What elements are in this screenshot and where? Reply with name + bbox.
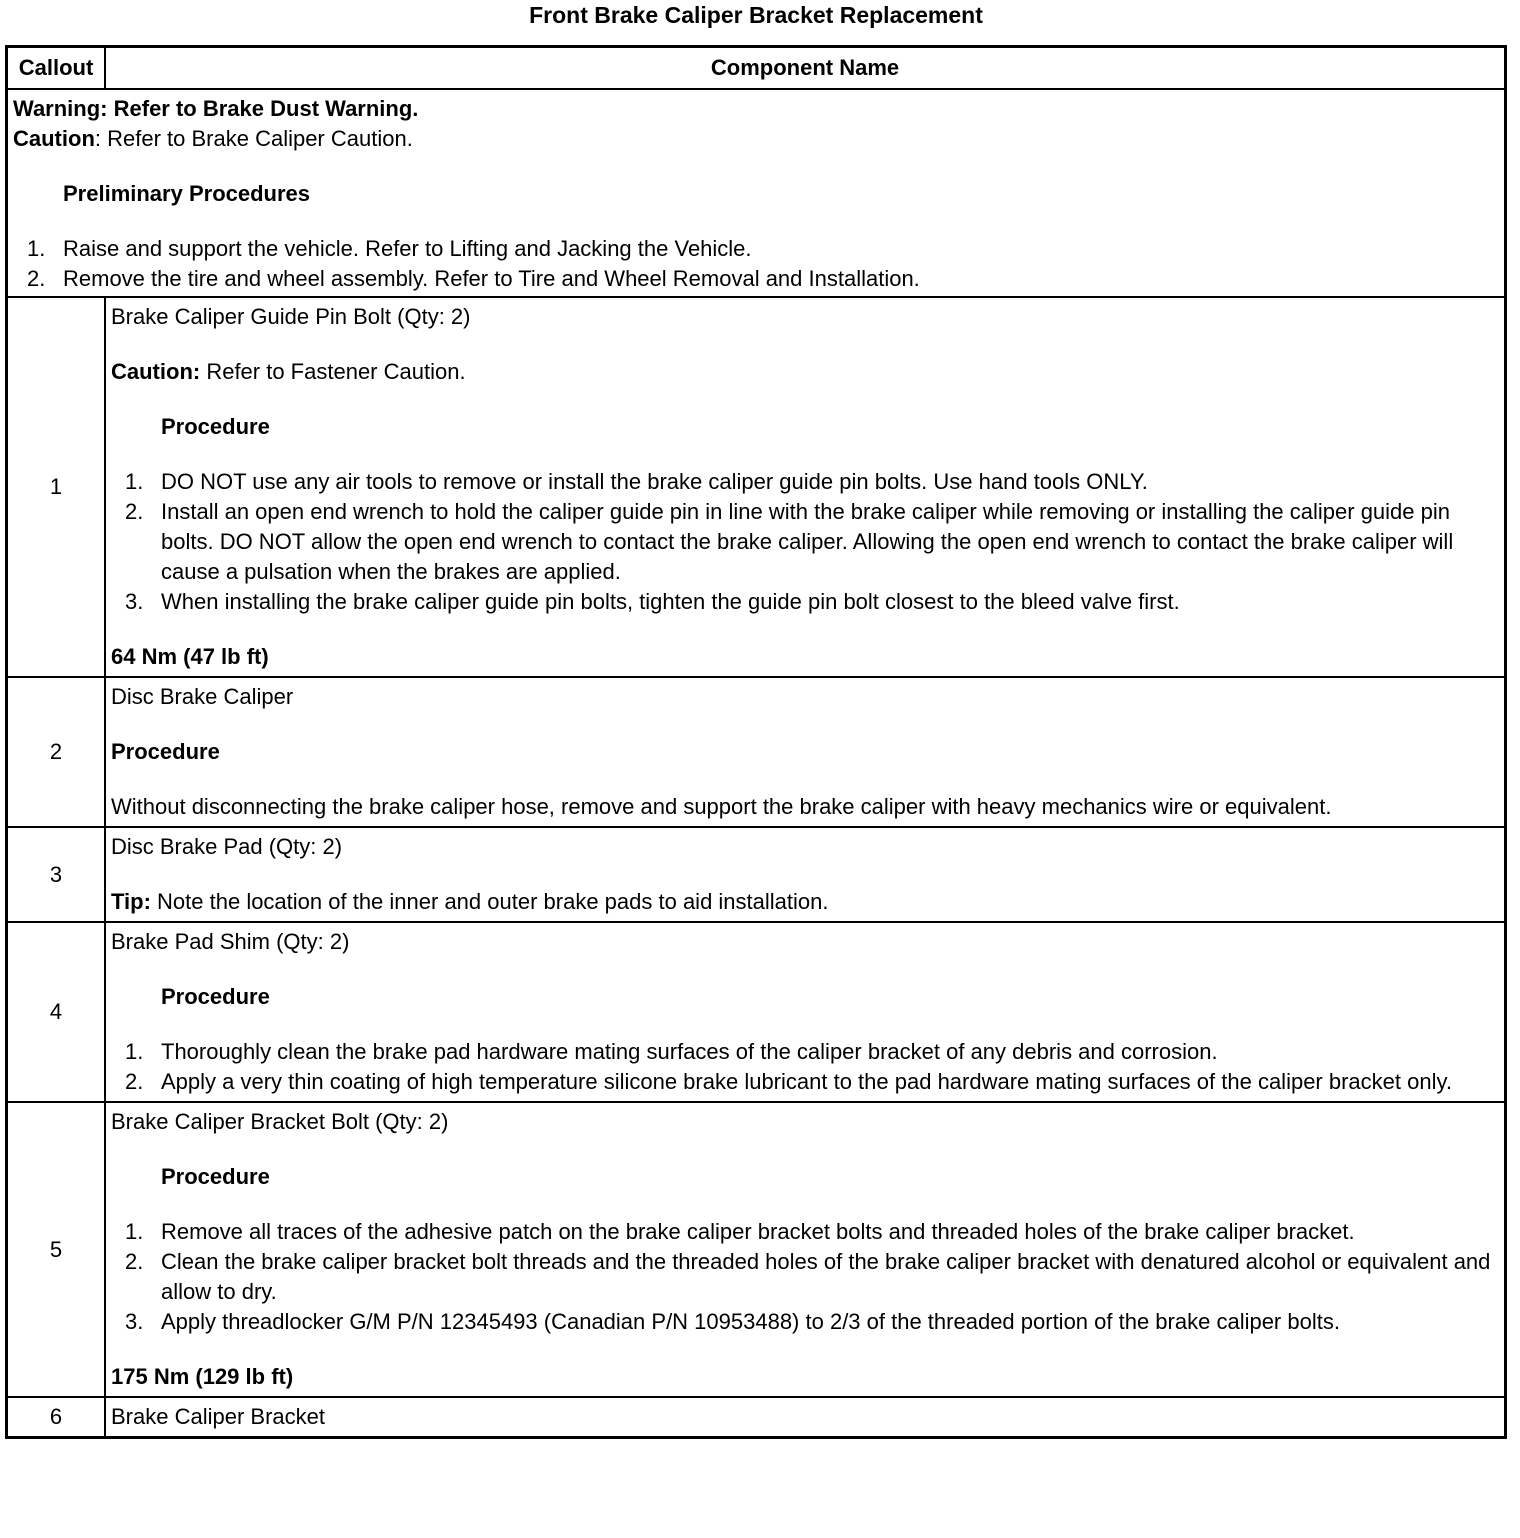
list-item: 2. Apply a very thin coating of high temperature silicone brake lubricant to the pad hardware mating surfaces of the caliper bracket only. [125,1069,1452,1094]
caution-text: : Refer to Brake Caliper Caution. [94,126,413,151]
procedure-steps [111,1037,1499,1097]
component-cell [106,923,1504,1101]
torque-spec: 64 Nm (47 lb ft) [111,644,269,669]
procedure-steps [111,1217,1499,1337]
list-item: 2. Remove the tire and wheel assembly. Refer to Tire and Wheel Removal and Installation. [27,266,920,291]
table-row [8,921,1504,1101]
tip-text: Note the location of the inner and outer brake pads to aid installation. [150,889,829,914]
list-item: 1. Remove all traces of the adhesive patch on the brake caliper bracket bolts and threaded holes of the brake caliper bracket. [125,1219,1355,1244]
list-item: 1. Thoroughly clean the brake pad hardware mating surfaces of the caliper bracket of any debris and corrosion. [125,1039,1218,1064]
callout-header: Callout [8,48,106,88]
table-row [8,1101,1504,1396]
list-item: 2. Clean the brake caliper bracket bolt threads and the threaded holes of the brake caliper bracket with denatured alcohol or equivalent and allow to dry. [125,1249,1491,1304]
list-item: 1. DO NOT use any air tools to remove or install the brake caliper guide pin bolts. Use hand tools ONLY. [125,469,1148,494]
callout-number: 3 [8,828,106,921]
tip-line [111,887,1499,917]
tip-label: Tip: [111,889,151,914]
procedure-heading: Procedure [161,1164,270,1189]
table-row [8,1396,1504,1436]
callout-number: 1 [8,298,106,676]
table-row [8,296,1504,676]
table-row [8,826,1504,921]
component-name: Brake Caliper Bracket [111,1404,325,1429]
component-name: Disc Brake Caliper [111,684,294,709]
procedure-steps [111,467,1499,617]
component-cell [106,828,1504,921]
list-item: 2. Install an open end wrench to hold the caliper guide pin in line with the brake caliper while removing or installing the caliper guide pin bolts. DO NOT allow the open end wrench to contact the brake caliper. Allowing the open end wrench to contact the brake caliper will cause a pulsation when the brakes are applied. [125,499,1454,584]
warning-label: Warning: [13,96,108,121]
preliminary-row [8,88,1504,296]
list-item: 1. Raise and support the vehicle. Refer to Lifting and Jacking the Vehicle. [27,236,752,261]
list-item: 3. Apply threadlocker G/M P/N 12345493 (Canadian P/N 10953488) to 2/3 of the threaded portion of the brake caliper bolts. [125,1309,1340,1334]
preliminary-heading: Preliminary Procedures [63,181,311,206]
warning-text: Refer to Brake Dust Warning. [113,96,419,121]
warning-line [13,94,1499,124]
component-cell [106,1398,1504,1436]
caution-line [111,357,1499,387]
preliminary-steps [13,234,1499,294]
component-name: Brake Caliper Guide Pin Bolt (Qty: 2) [111,304,471,329]
callout-number: 6 [8,1398,106,1436]
component-name: Brake Pad Shim (Qty: 2) [111,929,350,954]
component-name: Brake Caliper Bracket Bolt (Qty: 2) [111,1109,449,1134]
component-cell [106,298,1504,676]
component-name: Disc Brake Pad (Qty: 2) [111,834,343,859]
table-row [8,676,1504,826]
procedure-table [5,45,1507,1439]
caution-line [13,124,1499,154]
procedure-heading: Procedure [161,414,270,439]
component-cell [106,1103,1504,1396]
component-cell [106,678,1504,826]
callout-number: 5 [8,1103,106,1396]
page-title: Front Brake Caliper Bracket Replacement [529,2,983,28]
list-item: 3. When installing the brake caliper guide pin bolts, tighten the guide pin bolt closest to the bleed valve first. [125,589,1180,614]
procedure-text: Without disconnecting the brake caliper hose, remove and support the brake caliper with heavy mechanics wire or equivalent. [111,794,1332,819]
table-header-row [8,48,1504,88]
procedure-heading: Procedure [161,984,270,1009]
callout-number: 4 [8,923,106,1101]
procedure-heading: Procedure [111,739,220,764]
component-name-header: Component Name [710,55,900,80]
callout-number: 2 [8,678,106,826]
caution-text: Refer to Fastener Caution. [200,359,466,384]
torque-spec: 175 Nm (129 lb ft) [111,1364,294,1389]
caution-label: Caution: [111,359,201,384]
caution-label: Caution [13,126,95,151]
preliminary-content [8,90,1504,296]
